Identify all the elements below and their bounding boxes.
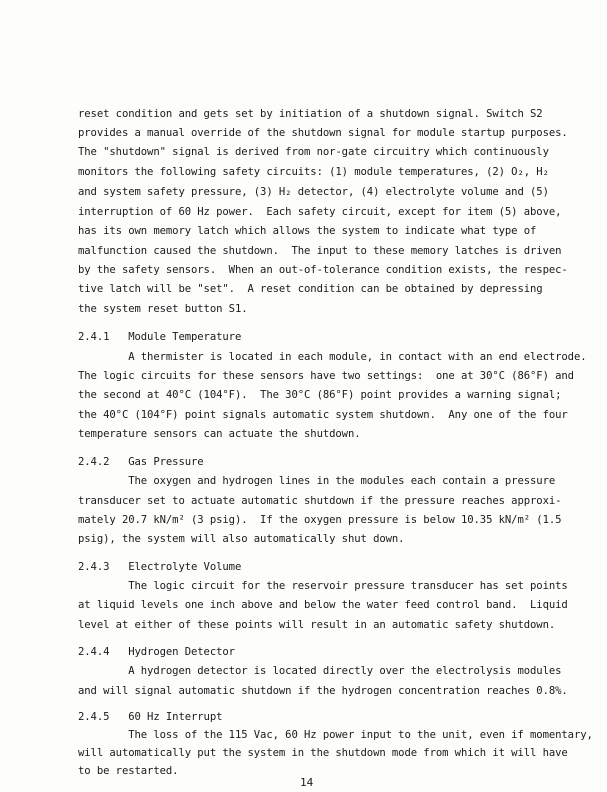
text-line: by the safety sensors. When an out-of-tolerance condition exists, the respec- xyxy=(78,264,568,276)
text-line: The oxygen and hydrogen lines in the modules each contain a pressure xyxy=(78,475,556,487)
text-line: and will signal automatic shutdown if the hydrogen concentration reaches 0.8%. xyxy=(78,685,568,697)
text-line: the second at 40°C (104°F). The 30°C (86°F) point provides a warning signal; xyxy=(78,389,562,401)
section-heading: 2.4.5 60 Hz Interrupt xyxy=(78,711,223,723)
text-line: A hydrogen detector is located directly over the electrolysis modules xyxy=(78,665,562,677)
text-line: The logic circuits for these sensors have two settings: one at 30°C (86°F) and xyxy=(78,370,574,382)
text-line: the 40°C (104°F) point signals automatic system shutdown. Any one of the four xyxy=(78,409,568,421)
text-line: monitors the following safety circuits: (1) module temperatures, (2) O₂, H₂ xyxy=(78,166,549,178)
text-line: the system reset button S1. xyxy=(78,303,248,315)
text-line: psig), the system will also automatically shut down. xyxy=(78,533,405,545)
text-line: provides a manual override of the shutdown signal for module startup purposes. xyxy=(78,127,568,139)
text-line: has its own memory latch which allows the system to indicate what type of xyxy=(78,225,537,237)
text-line: and system safety pressure, (3) H₂ detector, (4) electrolyte volume and (5) xyxy=(78,186,549,198)
text-line: The logic circuit for the reservoir pressure transducer has set points xyxy=(78,580,568,592)
page-number: 14 xyxy=(300,776,314,789)
section-heading: 2.4.1 Module Temperature xyxy=(78,331,242,343)
text-line: to be restarted. xyxy=(78,765,179,777)
section-heading: 2.4.2 Gas Pressure xyxy=(78,456,204,468)
text-line: level at either of these points will result in an automatic safety shutdown. xyxy=(78,619,556,631)
text-line: The loss of the 115 Vac, 60 Hz power input to the unit, even if momentary, xyxy=(78,729,593,741)
section-heading: 2.4.3 Electrolyte Volume xyxy=(78,561,242,573)
text-line: mately 20.7 kN/m² (3 psig). If the oxygen pressure is below 10.35 kN/m² (1.5 xyxy=(78,514,562,526)
text-line: tive latch will be "set". A reset condition can be obtained by depressing xyxy=(78,283,543,295)
text-line: will automatically put the system in the shutdown mode from which it will have xyxy=(78,747,568,759)
text-line: at liquid levels one inch above and below the water feed control band. Liquid xyxy=(78,599,568,611)
text-line: reset condition and gets set by initiation of a shutdown signal. Switch S2 xyxy=(78,108,543,120)
text-line: temperature sensors can actuate the shutdown. xyxy=(78,428,361,440)
text-line: transducer set to actuate automatic shutdown if the pressure reaches approxi- xyxy=(78,495,562,507)
text-line: The "shutdown" signal is derived from nor-gate circuitry which continuously xyxy=(78,146,549,158)
text-line: A thermister is located in each module, in contact with an end electrode. xyxy=(78,351,587,363)
text-line: malfunction caused the shutdown. The input to these memory latches is driven xyxy=(78,245,562,257)
section-heading: 2.4.4 Hydrogen Detector xyxy=(78,646,235,658)
text-line: interruption of 60 Hz power. Each safety circuit, except for item (5) above, xyxy=(78,206,562,218)
